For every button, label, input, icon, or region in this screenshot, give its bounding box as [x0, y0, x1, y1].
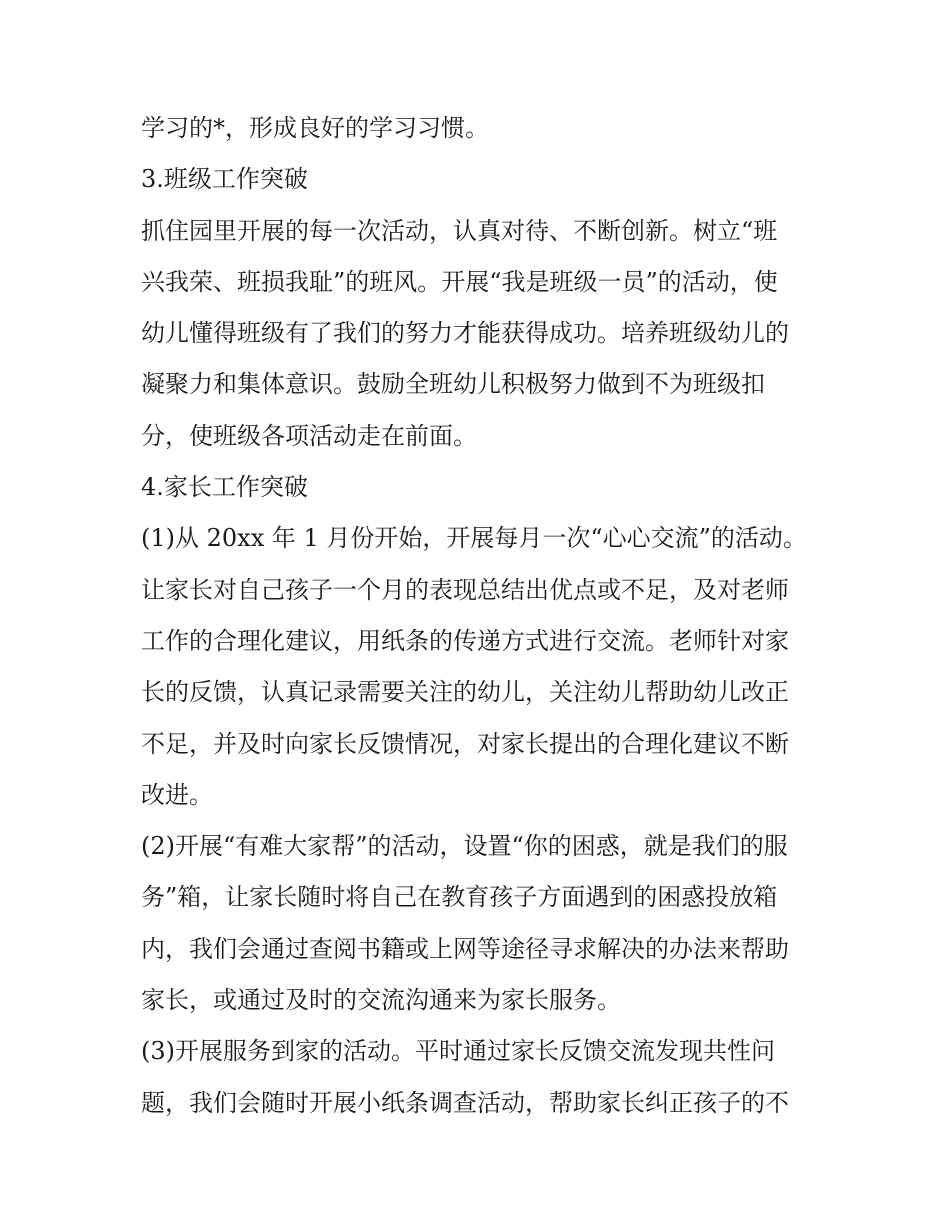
- text-line: 改进。: [141, 780, 213, 809]
- section-heading: 3.班级工作突破: [141, 165, 308, 194]
- text-line: (3)开展服务到家的活动。平时通过家长反馈交流发现共性问: [141, 1037, 775, 1066]
- text-line: 抓住园里开展的每一次活动，认真对待、不断创新。树立“班: [141, 216, 778, 245]
- text-line: (2)开展“有难大家帮”的活动，设置“你的困惑，就是我们的服: [141, 832, 788, 861]
- text-line: 题，我们会随时开展小纸条调查活动，帮助家长纠正孩子的不: [141, 1088, 789, 1117]
- text-line: (1)从 20xx 年 1 月份开始，开展每月一次“心心交流”的活动。: [141, 524, 807, 553]
- text-line: 内，我们会通过查阅书籍或上网等途径寻求解决的办法来帮助: [141, 934, 789, 963]
- text-line: 幼儿懂得班级有了我们的努力才能获得成功。培养班级幼儿的: [141, 319, 789, 348]
- text-line: 不足，并及时向家长反馈情况，对家长提出的合理化建议不断: [141, 729, 789, 758]
- document-body: [141, 103, 821, 1129]
- text-line: 凝聚力和集体意识。鼓励全班幼儿积极努力做到不为班级扣: [141, 370, 765, 399]
- text-line: 务”箱，让家长随时将自己在教育孩子方面遇到的困惑投放箱: [141, 883, 778, 912]
- section-heading: 4.家长工作突破: [141, 473, 308, 502]
- text-line: 学习的*，形成良好的学习习惯。: [141, 114, 489, 142]
- text-line: 工作的合理化建议，用纸条的传递方式进行交流。老师针对家: [141, 626, 789, 655]
- text-line: 分，使班级各项活动走在前面。: [141, 421, 477, 450]
- text-line: 兴我荣、班损我耻”的班风。开展“我是班级一员”的活动，使: [141, 267, 778, 296]
- text-line: 让家长对自己孩子一个月的表现总结出优点或不足，及对老师: [141, 575, 789, 604]
- text-line: 长的反馈，认真记录需要关注的幼儿，关注幼儿帮助幼儿改正: [141, 678, 789, 707]
- text-line: 家长，或通过及时的交流沟通来为家长服务。: [141, 986, 621, 1015]
